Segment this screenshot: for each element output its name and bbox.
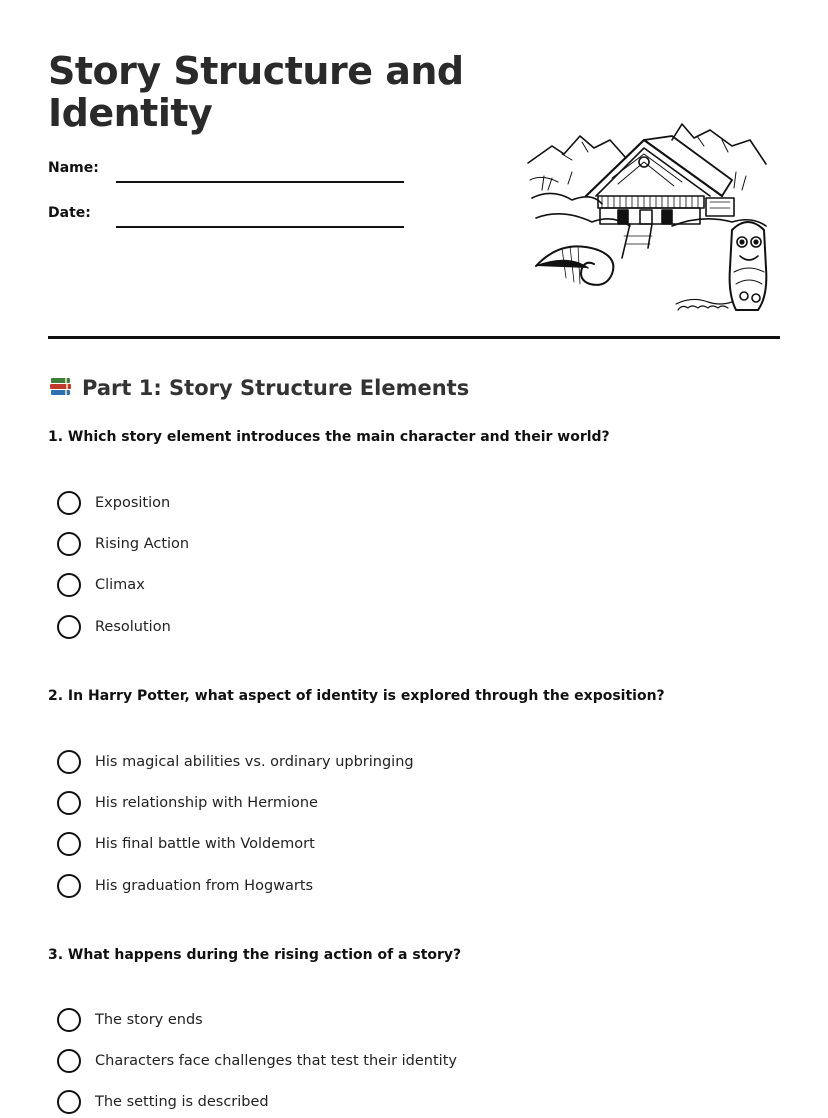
option-1d[interactable]: [57, 615, 171, 639]
option-1a[interactable]: [57, 491, 170, 515]
radio-button[interactable]: [57, 615, 81, 639]
radio-button[interactable]: [57, 1008, 81, 1032]
option-label: Rising Action: [95, 536, 190, 552]
option-label: His final battle with Voldemort: [95, 836, 315, 852]
option-label: The story ends: [95, 1012, 203, 1028]
option-3b[interactable]: [57, 1049, 457, 1073]
radio-button[interactable]: [57, 1049, 81, 1073]
date-field[interactable]: [116, 226, 404, 228]
option-1c[interactable]: [57, 573, 145, 597]
question-1: 1. Which story element introduces the main character and their world?: [48, 429, 610, 445]
option-3c[interactable]: [57, 1090, 269, 1114]
option-label: Resolution: [95, 619, 171, 635]
option-1b[interactable]: [57, 532, 189, 556]
option-label: Climax: [95, 577, 145, 593]
option-label: His magical abilities vs. ordinary upbringing: [95, 754, 414, 770]
option-2c[interactable]: [57, 832, 315, 856]
option-label: Exposition: [95, 495, 171, 511]
radio-button[interactable]: [57, 874, 81, 898]
question-3: 3. What happens during the rising action of a story?: [48, 947, 462, 963]
name-label: Name:: [48, 160, 99, 176]
books-icon: [48, 373, 74, 399]
question-2: 2. In Harry Potter, what aspect of identity is explored through the exposition?: [48, 688, 665, 704]
option-2b[interactable]: [57, 791, 318, 815]
marae-landscape-illustration: [522, 118, 772, 318]
option-label: Characters face challenges that test their identity: [95, 1053, 457, 1069]
radio-button[interactable]: [57, 750, 81, 774]
radio-button[interactable]: [57, 532, 81, 556]
name-field[interactable]: [116, 181, 404, 183]
option-label: His graduation from Hogwarts: [95, 878, 314, 894]
radio-button[interactable]: [57, 832, 81, 856]
option-3a[interactable]: [57, 1008, 203, 1032]
radio-button[interactable]: [57, 573, 81, 597]
option-2d[interactable]: [57, 874, 313, 898]
section-title: [48, 373, 469, 400]
radio-button[interactable]: [57, 1090, 81, 1114]
radio-button[interactable]: [57, 491, 81, 515]
radio-button[interactable]: [57, 791, 81, 815]
section-title-text: Part 1: Story Structure Elements: [82, 376, 470, 400]
header-divider: [48, 336, 780, 339]
option-label: His relationship with Hermione: [95, 795, 318, 811]
option-2a[interactable]: [57, 750, 414, 774]
option-label: The setting is described: [95, 1094, 269, 1110]
date-label: Date:: [48, 205, 91, 221]
page-title: Story Structure and Identity: [48, 49, 464, 135]
